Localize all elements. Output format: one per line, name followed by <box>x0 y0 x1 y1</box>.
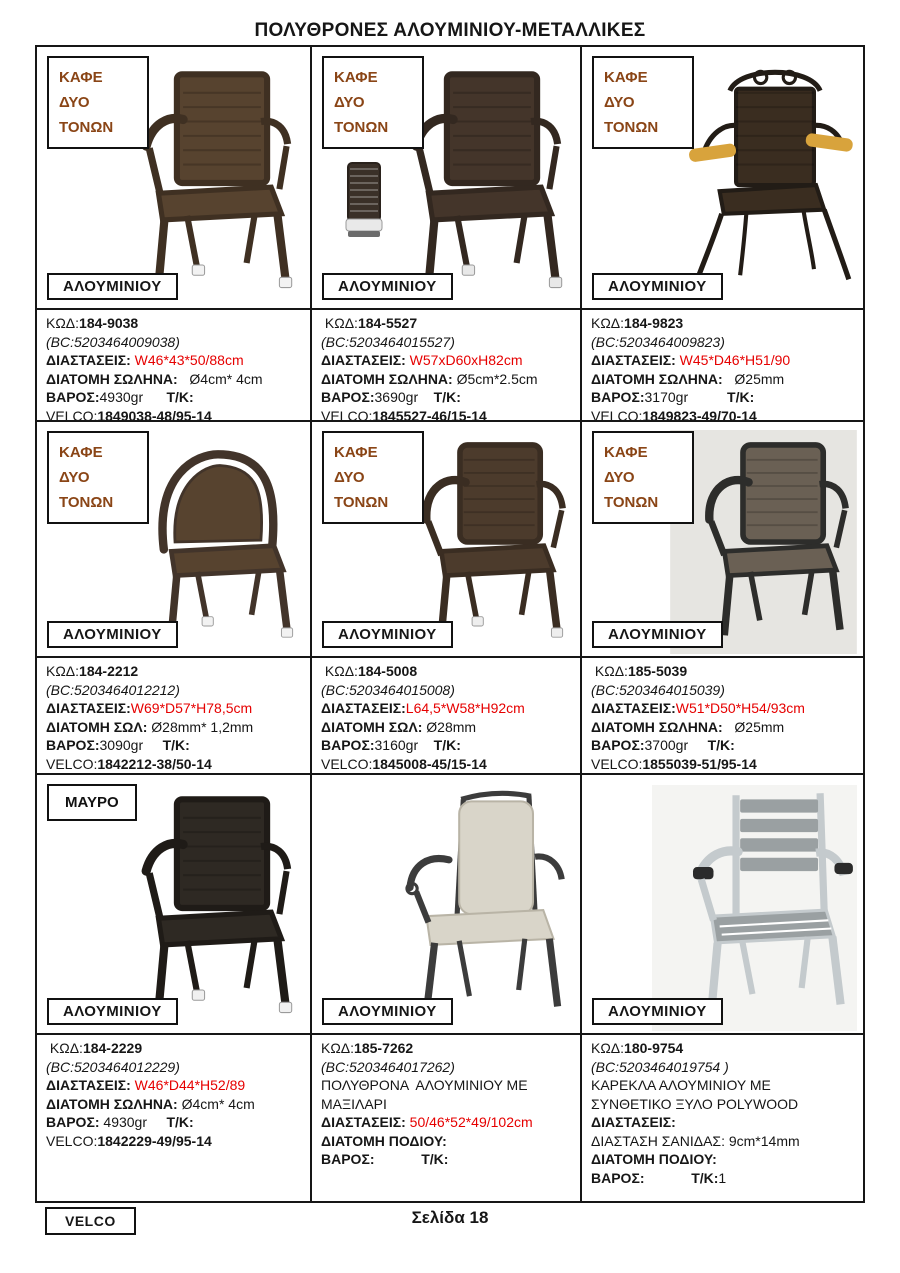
text-segment: 3690gr <box>374 389 434 405</box>
spec-line <box>46 1132 304 1151</box>
text-segment: Τ/Κ: <box>421 1151 449 1167</box>
spec-line <box>321 699 574 718</box>
dimensions-value: L64,5*W58*H92cm <box>405 700 525 716</box>
velco-number: 1842212-38/50-14 <box>97 755 212 772</box>
spec-line <box>46 388 304 407</box>
velco-number: 1849823-49/70-14 <box>642 407 757 422</box>
text-segment: VELCO: <box>591 407 643 422</box>
text-segment: ΒΑΡΟΣ: <box>321 737 375 753</box>
text-segment: 4930gr <box>99 1114 167 1130</box>
dimensions-value: W45*D46*H51/90 <box>679 352 791 368</box>
text-segment: 1 <box>718 1169 727 1186</box>
text-segment: Τ/Κ: <box>727 389 755 405</box>
text-segment: ΔΙΑΤΟΜΗ ΣΩΛΗΝΑ: <box>591 370 723 387</box>
product-image-cell <box>312 775 582 1035</box>
spec-line <box>591 662 857 681</box>
product-code: 180-9754 <box>624 1040 684 1056</box>
text-segment: VELCO: <box>591 755 643 772</box>
text-segment: Ø4cm* 4cm <box>181 1095 255 1112</box>
product-spec-cell <box>312 310 582 422</box>
product-grid <box>35 45 865 1203</box>
page-number: Σελίδα 18 <box>411 1208 489 1227</box>
material-badge: ΑΛΟΥΜΙΝΙΟΥ <box>322 273 453 300</box>
spec-line <box>321 662 574 681</box>
material-badge: ΑΛΟΥΜΙΝΙΟΥ <box>322 998 453 1025</box>
tone-label-line: ΚΑΦΕ <box>59 444 103 461</box>
tone-label-line: ΚΑΦΕ <box>604 69 648 86</box>
spec-line <box>591 718 857 737</box>
barcode: (BC:5203464012229) <box>46 1058 180 1075</box>
color-tone-label <box>592 56 694 149</box>
dimensions-value: W46*D44*H52/89 <box>134 1077 246 1093</box>
text-segment: Ø28mm* 1,2mm <box>151 718 254 735</box>
spec-line <box>321 1039 574 1058</box>
text-segment: ΚΩΔ: <box>321 663 358 679</box>
product-image-cell <box>582 47 863 310</box>
spec-line <box>591 1150 857 1169</box>
tone-label-line: ΤΟΝΩΝ <box>604 494 659 511</box>
velco-number: 1849038-48/95-14 <box>97 407 212 422</box>
color-tone-label <box>322 431 424 524</box>
spec-line <box>321 351 574 370</box>
dimensions-value: 50/46*52*49/102cm <box>409 1114 533 1130</box>
spec-line <box>321 1076 574 1095</box>
material-badge: ΑΛΟΥΜΙΝΙΟΥ <box>592 273 723 300</box>
chair-photo <box>652 785 857 1031</box>
product-code: 184-9038 <box>79 315 139 331</box>
material-badge: ΑΛΟΥΜΙΝΙΟΥ <box>592 621 723 648</box>
text-segment: ΔΙΑΤΟΜΗ ΣΩΛΗΝΑ: <box>591 718 723 735</box>
text-segment: ΔΙΑΣΤΑΣΕΙΣ: <box>321 1114 410 1130</box>
barcode: (BC:5203464009823) <box>591 333 725 350</box>
product-spec-cell <box>312 658 582 775</box>
spec-line <box>46 370 304 389</box>
spec-line <box>591 407 857 423</box>
color-tone-label <box>47 431 149 524</box>
text-segment: ΔΙΑΤΟΜΗ ΣΩΛ: <box>46 718 152 735</box>
text-segment: Ø28mm <box>426 718 477 735</box>
dimensions-value: W69*D57*H78,5cm <box>130 700 253 716</box>
text-segment: ΔΙΑΤΟΜΗ ΣΩΛΗΝΑ: <box>321 370 457 387</box>
product-image-cell <box>37 47 312 310</box>
spec-line <box>321 314 574 333</box>
velco-number: 1855039-51/95-14 <box>642 755 757 772</box>
spec-line <box>46 699 304 718</box>
product-code: 184-5008 <box>357 663 418 679</box>
tone-label-line: ΔΥΟ <box>334 469 365 486</box>
product-spec-cell <box>37 310 312 422</box>
tone-label-line: ΜΑΥΡΟ <box>65 794 119 811</box>
chair-photo <box>99 785 304 1031</box>
text-segment: ΔΙΑΣΤΑΣΕΙΣ: <box>321 352 410 368</box>
spec-line <box>46 718 304 737</box>
material-badge: ΑΛΟΥΜΙΝΙΟΥ <box>322 621 453 648</box>
spec-line <box>591 1076 857 1095</box>
text-segment: 3700gr <box>644 737 708 753</box>
spec-line <box>321 1132 574 1151</box>
spec-line <box>591 736 857 755</box>
spec-line <box>46 1039 304 1058</box>
spec-line <box>591 681 857 700</box>
text-segment: 3160gr <box>374 737 434 753</box>
spec-line <box>321 388 574 407</box>
text-segment: ΔΙΑΣΤΑΣΕΙΣ: <box>46 1077 135 1093</box>
tone-label-line: ΚΑΦΕ <box>334 69 378 86</box>
spec-line <box>591 699 857 718</box>
text-segment: VELCO: <box>46 755 98 772</box>
text-segment: ΒΑΡΟΣ: <box>46 737 100 753</box>
product-spec-cell <box>37 1035 312 1201</box>
text-segment: ΚΩΔ: <box>321 1040 355 1056</box>
spec-line <box>46 333 304 352</box>
spec-line <box>321 1113 574 1132</box>
spec-line <box>321 407 574 423</box>
tone-label-line: ΤΟΝΩΝ <box>59 119 114 136</box>
spec-line <box>46 407 304 423</box>
text-segment: ΔΙΑΣΤΑΣΕΙΣ: <box>46 352 135 368</box>
barcode: (BC:5203464009038) <box>46 333 180 350</box>
spec-line <box>591 1095 857 1114</box>
text-segment: ΔΙΑΣΤΑΣΕΙΣ: <box>321 700 406 716</box>
text-segment: ΣΥΝΘΕΤΙΚΟ ΞΥΛΟ POLYWOOD <box>591 1095 799 1112</box>
text-segment: Ø4cm* 4cm <box>177 370 263 387</box>
text-segment: Ø25mm <box>722 370 785 387</box>
text-segment: VELCO: <box>321 755 373 772</box>
spec-line <box>591 370 857 389</box>
text-segment: Τ/Κ: <box>433 389 461 405</box>
text-segment: Ø5cm*2.5cm <box>456 370 538 387</box>
tone-label-line: ΚΑΦΕ <box>604 444 648 461</box>
product-spec-cell <box>312 1035 582 1201</box>
spec-line <box>46 314 304 333</box>
spec-line <box>321 681 574 700</box>
spec-line <box>591 388 857 407</box>
text-segment: ΠΟΛΥΘΡΟΝΑ ΑΛΟΥΜΙΝΙΟΥ ΜΕ <box>321 1077 528 1093</box>
leg-cap-detail-photo <box>342 159 386 243</box>
text-segment: ΚΩΔ: <box>591 315 625 331</box>
spec-line <box>591 1132 857 1151</box>
velco-number: 1845527-46/15-14 <box>372 407 487 422</box>
dimensions-value: W57xD60xH82cm <box>409 352 523 368</box>
barcode: (BC:5203464015527) <box>321 333 455 350</box>
tone-label-line: ΔΥΟ <box>604 469 635 486</box>
spec-line <box>591 333 857 352</box>
chair-photo <box>369 785 574 1031</box>
tone-label-line: ΤΟΝΩΝ <box>59 494 114 511</box>
tone-label-line: ΔΥΟ <box>604 94 635 111</box>
text-segment: ΔΙΑΣΤΑΣΕΙΣ: <box>591 700 676 716</box>
material-badge: ΑΛΟΥΜΙΝΙΟΥ <box>592 998 723 1025</box>
text-segment: Τ/Κ: <box>166 389 194 405</box>
product-image-cell <box>582 422 863 658</box>
text-segment: Τ/Κ: <box>166 1114 194 1130</box>
barcode: (BC:5203464012212) <box>46 681 180 698</box>
text-segment: ΒΑΡΟΣ: <box>591 1169 645 1186</box>
text-segment: ΔΙΑΤΟΜΗ ΣΩΛΗΝΑ: <box>46 1095 182 1112</box>
material-badge: ΑΛΟΥΜΙΝΙΟΥ <box>47 998 178 1025</box>
text-segment: Ø25mm <box>722 718 785 735</box>
spec-line <box>321 1058 574 1077</box>
product-code: 184-2212 <box>79 663 139 679</box>
spec-line <box>321 755 574 774</box>
text-segment <box>645 1170 692 1186</box>
product-code: 185-5039 <box>627 663 688 679</box>
product-image-cell <box>37 422 312 658</box>
spec-line <box>591 1113 857 1132</box>
text-segment: ΒΑΡΟΣ: <box>46 1114 100 1130</box>
text-segment: ΚΩΔ: <box>46 663 80 679</box>
tone-label-line: ΚΑΦΕ <box>334 444 378 461</box>
text-segment: ΚΑΡΕΚΛΑ ΑΛΟΥΜΙΝΙΟΥ ΜΕ <box>591 1077 771 1093</box>
product-code: 184-5527 <box>357 315 418 331</box>
spec-line <box>321 333 574 352</box>
spec-line <box>321 736 574 755</box>
tone-label-line: ΔΥΟ <box>59 94 90 111</box>
text-segment: ΔΙΑΣΤΑΣΕΙΣ: <box>591 1114 676 1130</box>
text-segment: ΔΙΑΤΟΜΗ ΠΟΔΙΟΥ: <box>321 1132 447 1149</box>
spec-line <box>591 1058 857 1077</box>
tone-label-line: ΤΟΝΩΝ <box>604 119 659 136</box>
dimensions-value: W46*43*50/88cm <box>134 352 244 368</box>
spec-line <box>591 1039 857 1058</box>
spec-line <box>591 1169 857 1188</box>
spec-line <box>591 314 857 333</box>
text-segment: VELCO: <box>46 407 98 422</box>
barcode: (BC:5203464019754 ) <box>591 1058 729 1075</box>
spec-line <box>321 1095 574 1114</box>
product-code: 184-9823 <box>624 315 684 331</box>
spec-line <box>321 718 574 737</box>
tone-label-line: ΚΑΦΕ <box>59 69 103 86</box>
text-segment: Τ/Κ: <box>707 737 735 753</box>
spec-line <box>46 681 304 700</box>
text-segment: ΔΙΑΣΤΑΣΕΙΣ: <box>46 700 131 716</box>
text-segment: ΚΩΔ: <box>591 663 628 679</box>
barcode: (BC:5203464015008) <box>321 681 455 698</box>
text-segment: 4930gr <box>99 389 167 405</box>
tone-label-line: ΤΟΝΩΝ <box>334 119 389 136</box>
tone-label-line: ΔΥΟ <box>334 94 365 111</box>
tone-label-line: ΤΟΝΩΝ <box>334 494 389 511</box>
text-segment: ΜΑΞΙΛΑΡΙ <box>321 1095 387 1112</box>
spec-line <box>46 736 304 755</box>
text-segment: Τ/Κ: <box>691 1169 719 1186</box>
spec-line <box>46 351 304 370</box>
text-segment: ΒΑΡΟΣ: <box>321 1151 375 1167</box>
tone-label-line: ΔΥΟ <box>59 469 90 486</box>
page-title: ΠΟΛΥΘΡΟΝΕΣ ΑΛΟΥΜΙΝΙΟΥ-ΜΕΤΑΛΛΙΚΕΣ <box>254 20 646 41</box>
product-code: 184-2229 <box>82 1040 143 1056</box>
spec-line <box>46 1076 304 1095</box>
product-spec-cell <box>582 310 863 422</box>
text-segment: ΔΙΑΤΟΜΗ ΣΩΛ: <box>321 718 427 735</box>
velco-brand-badge: VELCO <box>45 1207 136 1235</box>
spec-line <box>46 1113 304 1132</box>
product-spec-cell <box>37 658 312 775</box>
text-segment: ΔΙΑΤΟΜΗ ΣΩΛΗΝΑ: <box>46 370 178 387</box>
dimensions-value: W51*D50*H54/93cm <box>675 700 805 716</box>
product-image-cell <box>582 775 863 1035</box>
text-segment: VELCO: <box>321 407 373 422</box>
barcode: (BC:5203464015039) <box>591 681 725 698</box>
text-segment: Τ/Κ: <box>162 737 190 753</box>
color-tone-label <box>47 56 149 149</box>
spec-line <box>321 1150 574 1169</box>
product-spec-cell <box>582 658 863 775</box>
velco-number: 1842229-49/95-14 <box>97 1132 212 1149</box>
text-segment: ΚΩΔ: <box>591 1040 625 1056</box>
text-segment: Τ/Κ: <box>433 737 461 753</box>
product-image-cell <box>312 47 582 310</box>
spec-line <box>591 755 857 774</box>
text-segment <box>375 1151 422 1167</box>
text-segment: ΔΙΑΣΤΑΣΕΙΣ: <box>591 352 680 368</box>
text-segment: 3090gr <box>99 737 163 753</box>
text-segment: ΚΩΔ: <box>46 315 80 331</box>
barcode: (BC:5203464017262) <box>321 1058 455 1075</box>
spec-line <box>46 662 304 681</box>
product-code: 185-7262 <box>354 1040 414 1056</box>
text-segment: ΒΑΡΟΣ: <box>46 389 100 405</box>
text-segment: ΔΙΑΤΟΜΗ ΠΟΔΙΟΥ: <box>591 1151 717 1167</box>
text-segment: ΔΙΑΣΤΑΣΗ ΣΑΝΙΔΑΣ: 9cm*14mm <box>591 1132 800 1149</box>
text-segment: 3170gr <box>644 389 728 405</box>
text-segment: ΚΩΔ: <box>46 1040 83 1056</box>
text-segment: ΒΑΡΟΣ: <box>591 737 645 753</box>
color-tone-label <box>47 784 137 821</box>
product-image-cell <box>312 422 582 658</box>
material-badge: ΑΛΟΥΜΙΝΙΟΥ <box>47 621 178 648</box>
spec-line <box>591 351 857 370</box>
color-tone-label <box>322 56 424 149</box>
velco-number: 1845008-45/15-14 <box>372 755 487 772</box>
spec-line <box>46 755 304 774</box>
spec-line <box>46 1058 304 1077</box>
text-segment: ΚΩΔ: <box>321 315 358 331</box>
material-badge: ΑΛΟΥΜΙΝΙΟΥ <box>47 273 178 300</box>
text-segment: VELCO: <box>46 1132 98 1149</box>
product-image-cell <box>37 775 312 1035</box>
text-segment: ΒΑΡΟΣ: <box>321 389 375 405</box>
spec-line <box>46 1095 304 1114</box>
text-segment: ΒΑΡΟΣ: <box>591 389 645 405</box>
spec-line <box>321 370 574 389</box>
color-tone-label <box>592 431 694 524</box>
product-spec-cell <box>582 1035 863 1201</box>
